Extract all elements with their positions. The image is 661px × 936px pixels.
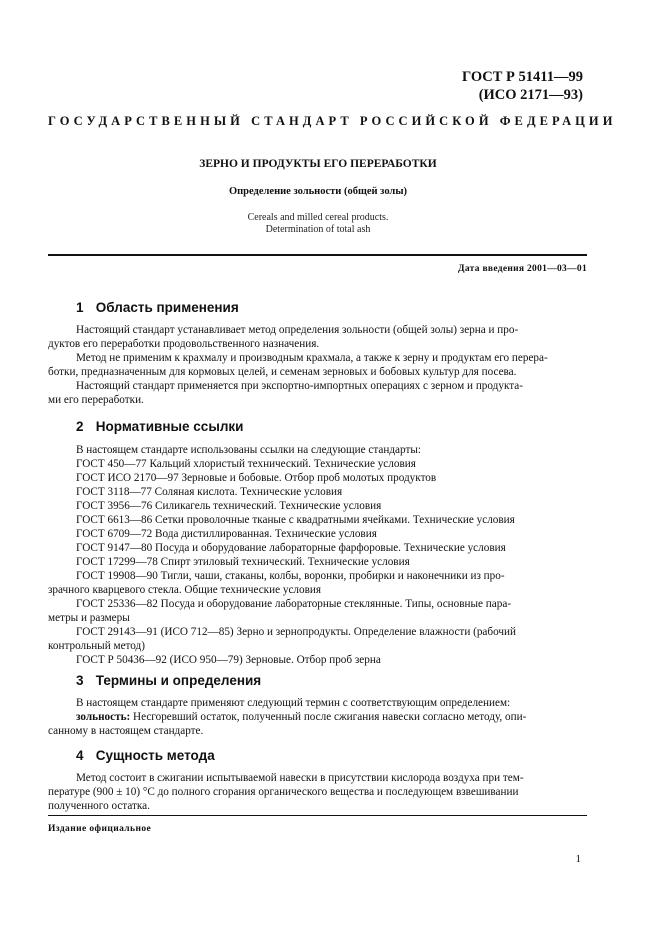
english-title-line: Determination of total ash [265,224,371,235]
document-title: ЗЕРНО И ПРОДУКТЫ ЕГО ПЕРЕРАБОТКИ [199,158,437,170]
reference-item [48,570,580,598]
reference-item: ГОСТ 17299—78 Спирт этиловый технический. Технические условия [76,556,410,568]
edition-label: Издание официальное [48,824,152,834]
section-1-paragraph [48,324,580,352]
term-definition-text: Несгоревший остаток, полученный после сжигания навески согласно методу, опи- [130,711,527,723]
section-4-paragraph [48,772,580,813]
reference-item [48,626,580,654]
introduction-date: Дата введения 2001—03—01 [458,264,587,274]
section-2-heading [76,419,243,434]
text-line: ГОСТ 19908—90 Тигли, чаши, стаканы, колбы, воронки, пробирки и наконечники из про- [76,570,505,582]
reference-item: ГОСТ 6613—86 Сетки проволочные тканые с квадратными ячейками. Технические условия [76,514,515,526]
section-1-paragraph [48,352,580,380]
text-line: Настоящий стандарт устанавливает метод определения зольности (общей золы) зерна и про- [76,324,519,336]
text-line: ми его переработки. [48,393,144,406]
text-line: дуктов его переработки продовольственного назначения. [48,337,320,350]
section-1-paragraph [48,380,580,408]
iso-number: (ИСО 2171—93) [478,87,583,103]
section-title: Область применения [95,300,239,315]
terms-intro: В настоящем стандарте применяют следующий термин с соответствующим определением: [76,697,511,709]
references-intro: В настоящем стандарте использованы ссылки на следующие стандарты: [76,444,421,456]
text-line: пературе (900 ± 10) °С до полного сгорания органического вещества и последующем взвешивании [48,785,519,798]
reference-item: ГОСТ 6709—72 Вода дистиллированная. Технические условия [76,528,377,540]
section-number: 1 [76,300,84,315]
section-3-heading [76,673,261,688]
footer-divider [48,815,587,816]
english-title-line: Cereals and milled cereal products. [247,212,389,223]
reference-item: ГОСТ Р 50436—92 (ИСО 950—79) Зерновые. Отбор проб зерна [76,654,381,666]
text-line [48,711,580,725]
section-number: 3 [76,673,84,688]
header-divider [48,254,587,256]
english-title [48,212,588,236]
reference-item: ГОСТ 3118—77 Соляная кислота. Технические условия [76,486,343,498]
document-number-block [462,68,583,104]
reference-item: ГОСТ 9147—80 Посуда и оборудование лабораторные фарфоровые. Технические условия [76,542,506,554]
reference-item: ГОСТ ИСО 2170—97 Зерновые и бобовые. Отбор проб молотых продуктов [76,472,437,484]
text-line: ГОСТ 29143—91 (ИСО 712—85) Зерно и зернопродукты. Определение влажности (рабочий [76,626,516,638]
section-4-heading [76,748,215,763]
term-name: зольность: [76,711,131,723]
text-line: Метод не применим к крахмалу и производным крахмала, а также к зерну и продуктам его перера- [76,352,548,364]
section-title: Термины и определения [95,673,262,688]
reference-item: ГОСТ 3956—76 Силикагель технический. Технические условия [76,500,382,512]
section-title: Нормативные ссылки [95,419,244,434]
text-line: зрачного кварцевого стекла. Общие технические условия [48,583,321,596]
page-number: 1 [575,853,581,865]
text-line: полученного остатка. [48,799,150,812]
section-title: Сущность метода [95,748,215,763]
section-number: 2 [76,419,84,434]
section-1-heading [76,300,239,315]
text-line: ГОСТ 25336—82 Посуда и оборудование лабораторные стеклянные. Типы, основные пара- [76,598,512,610]
reference-item: ГОСТ 450—77 Кальций хлористый технический. Технические условия [76,458,416,470]
text-line: Настоящий стандарт применяется при экспортно-импортных операциях с зерном и продукта- [76,380,523,392]
text-line: ботки, предназначенным для кормовых целей, и семенам зерновых и бобовых культур для посева. [48,365,517,378]
section-number: 4 [76,748,84,763]
text-line: контрольный метод) [48,639,145,652]
text-line: метры и размеры [48,611,130,624]
state-standard-heading: ГОСУДАРСТВЕННЫЙ СТАНДАРТ РОССИЙСКОЙ ФЕДЕРАЦИИ [48,114,617,128]
document-subtitle: Определение зольности (общей золы) [228,186,408,197]
gost-number: ГОСТ Р 51411—99 [461,69,583,85]
text-line: санному в настоящем стандарте. [48,724,204,737]
reference-item [48,598,580,626]
term-definition [48,711,580,739]
text-line: Метод состоит в сжигании испытываемой навески в присутствии кислорода воздуха при тем- [76,772,524,784]
